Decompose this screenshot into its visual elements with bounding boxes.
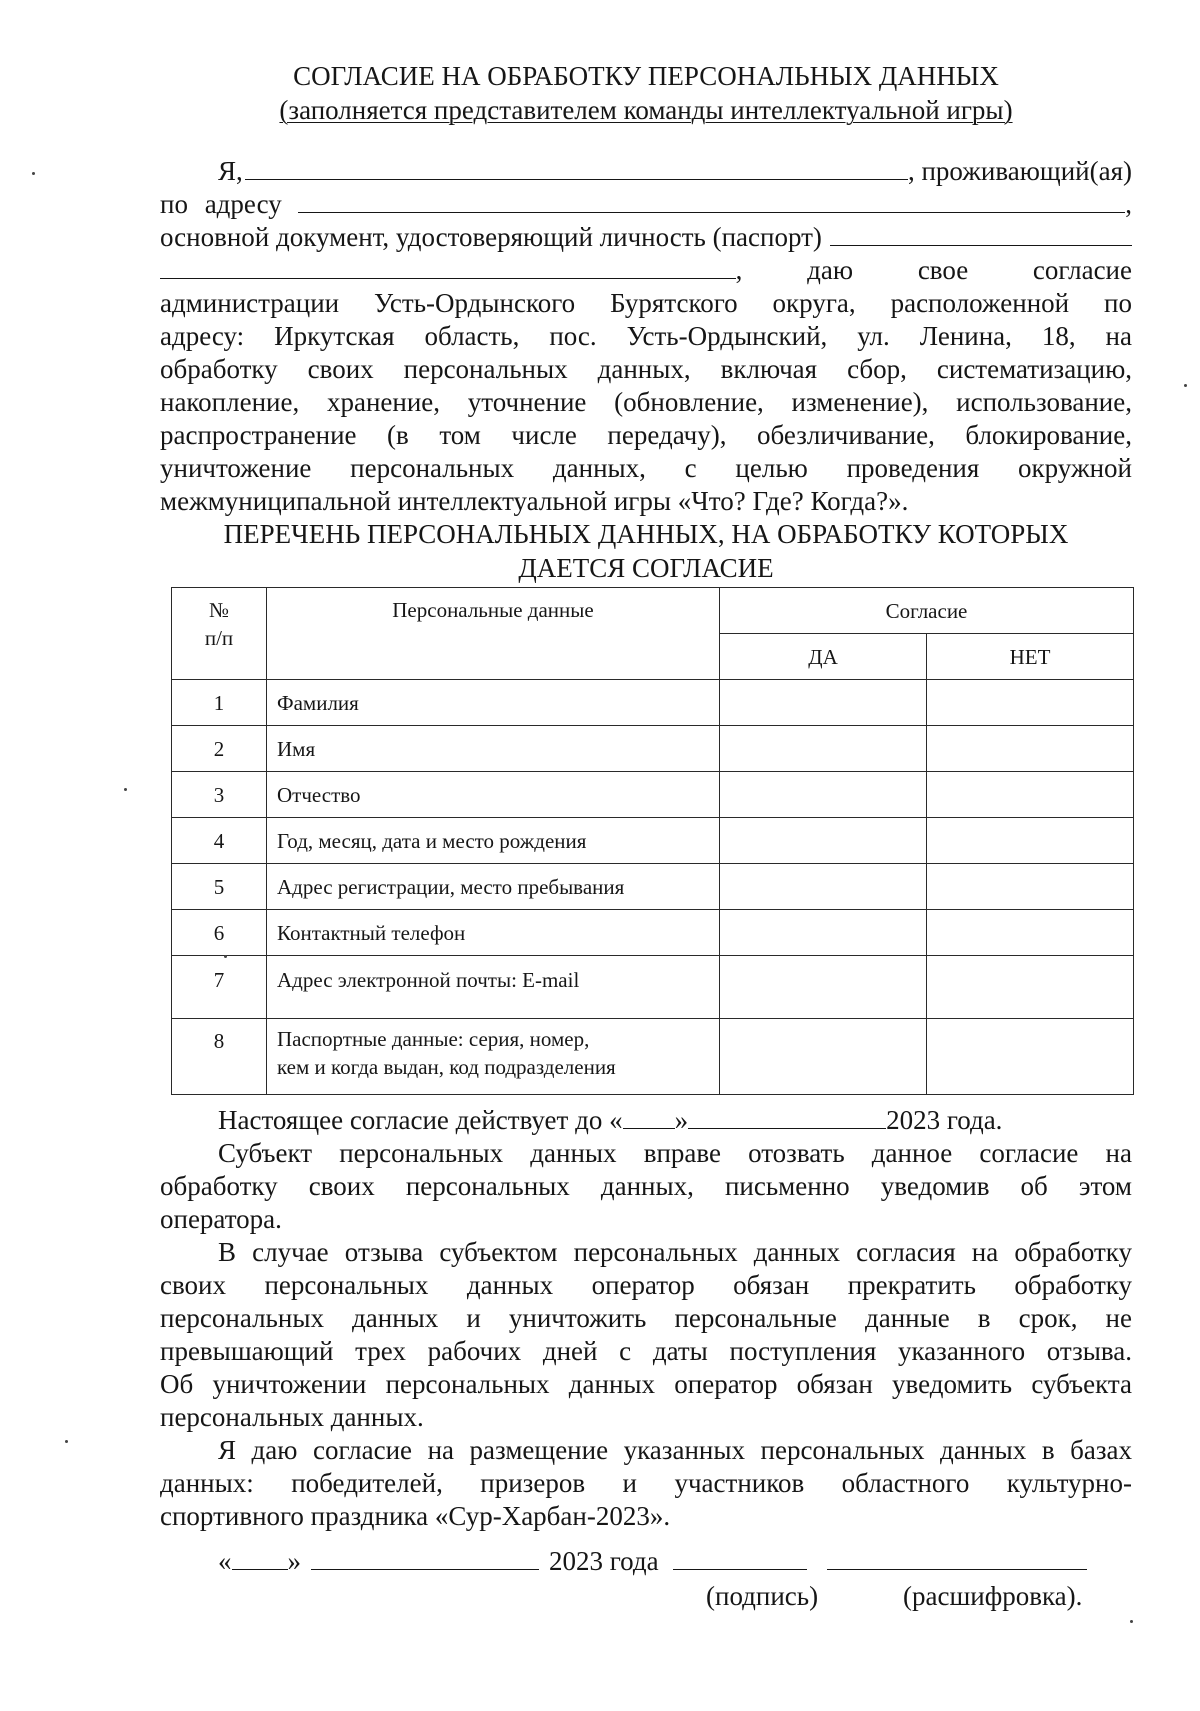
row-number: 6 (172, 910, 267, 956)
intro-text-line: накопление, хранение, уточнение (обновление, изменение), использование, (160, 387, 1132, 417)
signature-field[interactable] (673, 1547, 807, 1570)
scan-speck (65, 1440, 68, 1443)
validity-line: Настоящее согласие действует до « » 2023 года. (218, 1105, 1003, 1135)
document-subtitle: (заполняется представителем команды интеллектуальной игры) (279, 95, 1013, 125)
row-number: 1 (172, 680, 267, 726)
consent-yes-cell[interactable] (720, 726, 927, 772)
row-label: Паспортные данные: серия, номер, кем и когда выдан, код подразделения (267, 1019, 720, 1095)
row-label: Имя (267, 726, 720, 772)
consent-no-cell[interactable] (927, 1019, 1134, 1095)
header-yes: ДА (720, 634, 927, 680)
intro-text-line: уничтожение персональных данных, с целью проведения окружной (160, 453, 1132, 483)
list-heading: ПЕРЕЧЕНЬ ПЕРСОНАЛЬНЫХ ДАННЫХ, НА ОБРАБОТКУ КОТОРЫХ (223, 519, 1069, 549)
signature-caption: (подпись) (706, 1581, 819, 1611)
withdrawal-text-line: В случае отзыва субъектом персональных данных согласия на обработку (218, 1237, 1132, 1267)
consent-yes-cell[interactable] (720, 864, 927, 910)
row-number: 2 (172, 726, 267, 772)
passport-field-cont[interactable] (160, 256, 736, 279)
intro-line-document: основной документ, удостоверяющий личность (паспорт) (160, 221, 1132, 254)
table-row (172, 864, 1134, 910)
revoke-text-line: обработку своих персональных данных, письменно уведомив об этом (160, 1171, 1132, 1201)
table-row (172, 772, 1134, 818)
header-personal-data: Персональные данные (267, 588, 720, 680)
signature-day-field[interactable] (232, 1547, 288, 1570)
intro-text-line: адресу: Иркутская область, пос. Усть-Ордынский, ул. Ленина, 18, на (160, 321, 1132, 351)
withdrawal-text-line: персональных данных. (160, 1402, 424, 1432)
table-row (172, 726, 1134, 772)
row-label: Год, месяц, дата и место рождения (267, 818, 720, 864)
table-row (172, 818, 1134, 864)
validity-day-field[interactable] (623, 1106, 675, 1129)
intro-text-line: распространение (в том числе передачу), обезличивание, блокирование, (160, 420, 1132, 450)
withdrawal-text-line: Об уничтожении персональных данных оператор обязан уведомить субъекта (160, 1369, 1132, 1399)
table-row (172, 1019, 1134, 1095)
row-label: Адрес регистрации, место пребывания (267, 864, 720, 910)
row-label: Адрес электронной почты: E-mail (267, 956, 720, 1019)
consent-no-cell[interactable] (927, 818, 1134, 864)
header-no: НЕТ (927, 634, 1134, 680)
row-label: Отчество (267, 772, 720, 818)
row-label: Фамилия (267, 680, 720, 726)
table-row (172, 956, 1134, 1019)
consent-no-cell[interactable] (927, 772, 1134, 818)
row-number: 5 (172, 864, 267, 910)
consent-no-cell[interactable] (927, 680, 1134, 726)
consent-yes-cell[interactable] (720, 680, 927, 726)
passport-field[interactable] (830, 223, 1132, 246)
table-row (172, 680, 1134, 726)
personal-data-table (171, 587, 1134, 1095)
scan-speck (124, 788, 127, 791)
intro-line-name: Я, , проживающий(ая) (218, 156, 1132, 186)
row-number: 4 (172, 818, 267, 864)
placement-text-line: данных: победителей, призеров и участников областного культурно- (160, 1468, 1132, 1498)
intro-text-line: обработку своих персональных данных, включая сбор, систематизацию, (160, 354, 1132, 384)
placement-text-line: Я даю согласие на размещение указанных персональных данных в базах (218, 1435, 1132, 1465)
revoke-text-line: оператора. (160, 1204, 282, 1234)
intro-line-document-cont: , даю свое согласие (160, 254, 1132, 287)
consent-no-cell[interactable] (927, 956, 1134, 1019)
consent-yes-cell[interactable] (720, 1019, 927, 1095)
decode-field[interactable] (827, 1547, 1087, 1570)
scan-speck (32, 172, 35, 175)
name-field[interactable] (245, 157, 908, 180)
row-number: 3 (172, 772, 267, 818)
withdrawal-text-line: персональных данных и уничтожить персональные данные в срок, не (160, 1303, 1132, 1333)
row-number: 7 (172, 956, 267, 1019)
signature-line: « » 2023 года (160, 1545, 1132, 1578)
header-number: № п/п (172, 588, 267, 680)
signature-month-field[interactable] (311, 1547, 539, 1570)
consent-no-cell[interactable] (927, 910, 1134, 956)
document-title: СОГЛАСИЕ НА ОБРАБОТКУ ПЕРСОНАЛЬНЫХ ДАННЫХ (293, 61, 999, 91)
revoke-text-line: Субъект персональных данных вправе отозвать данное согласие на (218, 1138, 1132, 1168)
withdrawal-text-line: своих персональных данных оператор обязан прекратить обработку (160, 1270, 1132, 1300)
header-consent: Согласие (720, 588, 1134, 634)
consent-yes-cell[interactable] (720, 772, 927, 818)
row-number: 8 (172, 1019, 267, 1095)
decode-caption: (расшифровка). (903, 1581, 1083, 1611)
consent-no-cell[interactable] (927, 726, 1134, 772)
intro-line-address: по адресу , (160, 189, 1132, 219)
consent-yes-cell[interactable] (720, 818, 927, 864)
scan-speck (1184, 384, 1187, 387)
consent-yes-cell[interactable] (720, 956, 927, 1019)
withdrawal-text-line: превышающий трех рабочих дней с даты поступления указанного отзыва. (160, 1336, 1132, 1366)
scan-speck (1130, 1620, 1133, 1623)
intro-text-line: администрации Усть-Ордынского Бурятского округа, расположенной по (160, 288, 1132, 318)
consent-yes-cell[interactable] (720, 910, 927, 956)
placement-text-line: спортивного праздника «Сур-Харбан-2023». (160, 1501, 671, 1531)
row-label: Контактный телефон (267, 910, 720, 956)
list-heading: ДАЕТСЯ СОГЛАСИЕ (518, 553, 774, 583)
scan-speck (224, 955, 227, 958)
consent-no-cell[interactable] (927, 864, 1134, 910)
table-row (172, 910, 1134, 956)
validity-month-field[interactable] (688, 1106, 886, 1129)
intro-text-line: межмуниципальной интеллектуальной игры «Что? Где? Когда?». (160, 486, 909, 516)
address-field[interactable] (298, 190, 1126, 213)
